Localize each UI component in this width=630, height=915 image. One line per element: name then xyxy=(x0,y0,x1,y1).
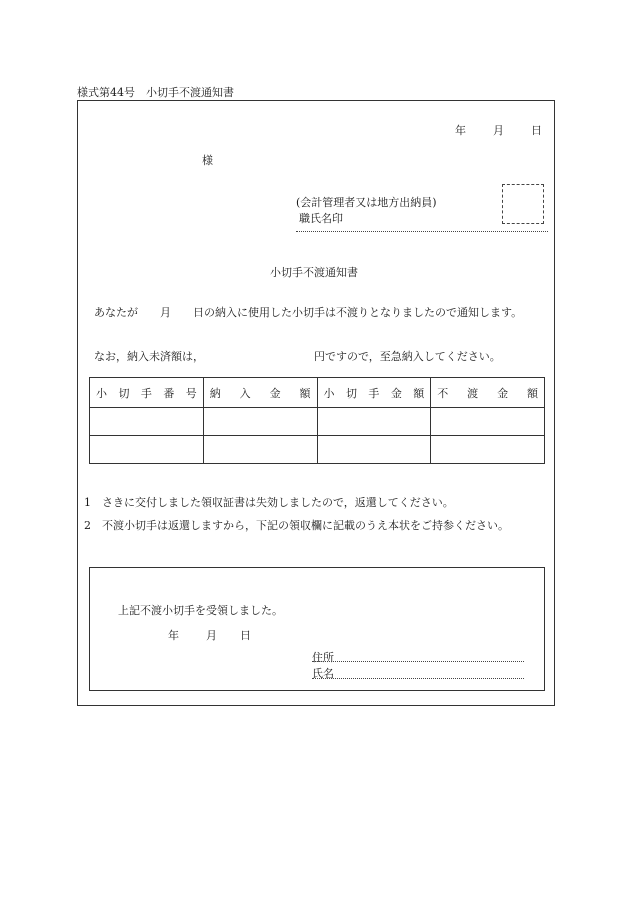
header-check-number: 小 切 手 番 号 xyxy=(90,378,204,408)
amounts-table xyxy=(89,377,545,464)
name-label: 氏名 xyxy=(312,667,334,680)
date-year: 年 xyxy=(455,124,466,137)
table-cell[interactable] xyxy=(203,408,317,436)
header-check-amount: 小 切 手 金 額 xyxy=(317,378,431,408)
receipt-month: 月 xyxy=(206,629,217,642)
body-part3: 日の納入に使用した小切手は不渡りとなりましたので通知します。 xyxy=(193,306,523,319)
date-month: 月 xyxy=(493,124,504,137)
form-number: 様式第44号 小切手不渡通知書 xyxy=(77,86,234,99)
table-cell[interactable] xyxy=(317,408,431,436)
note-part1: なお，納入未済額は， xyxy=(94,350,204,363)
note-item-2: 2 不渡小切手は返還しますから，下記の領収欄に記載のうえ本状をご持参ください。 xyxy=(84,519,509,532)
table-header-row xyxy=(90,378,545,408)
table-cell[interactable] xyxy=(317,436,431,464)
seal-box xyxy=(502,184,544,224)
unpaid-note xyxy=(84,348,501,364)
table-cell[interactable] xyxy=(431,436,545,464)
header-payment-amount: 納 入 金 額 xyxy=(203,378,317,408)
receipt-text: 上記不渡小切手を受領しました。 xyxy=(118,604,283,617)
address-label: 住所 xyxy=(312,651,334,664)
receipt-day: 日 xyxy=(240,629,251,642)
receipt-date xyxy=(168,627,251,643)
header-dishonored-amount: 不 渡 金 額 xyxy=(431,378,545,408)
sender-title: (会計管理者又は地方出納員) xyxy=(296,196,437,209)
body-part1: あなたが xyxy=(94,306,138,319)
table-cell[interactable] xyxy=(431,408,545,436)
table-cell[interactable] xyxy=(90,436,204,464)
name-field[interactable] xyxy=(312,678,524,679)
note-part2: 円ですので，至急納入してください。 xyxy=(314,350,501,363)
body-part2: 月 xyxy=(160,306,171,319)
date-day: 日 xyxy=(531,124,542,137)
issue-date xyxy=(455,122,542,138)
notice-body xyxy=(84,302,552,323)
sender-dotted-line xyxy=(296,231,548,232)
receipt-year: 年 xyxy=(168,629,179,642)
address-field[interactable] xyxy=(312,661,524,662)
document-title: 小切手不渡通知書 xyxy=(270,266,358,279)
table-row xyxy=(90,436,545,464)
table-cell[interactable] xyxy=(203,436,317,464)
sender-name-label: 職氏名印 xyxy=(299,212,343,225)
table-cell[interactable] xyxy=(90,408,204,436)
addressee-suffix: 様 xyxy=(202,154,213,167)
note-item-1: 1 さきに交付しました領収証書は失効しましたので，返還してください。 xyxy=(84,496,454,509)
table-row xyxy=(90,408,545,436)
